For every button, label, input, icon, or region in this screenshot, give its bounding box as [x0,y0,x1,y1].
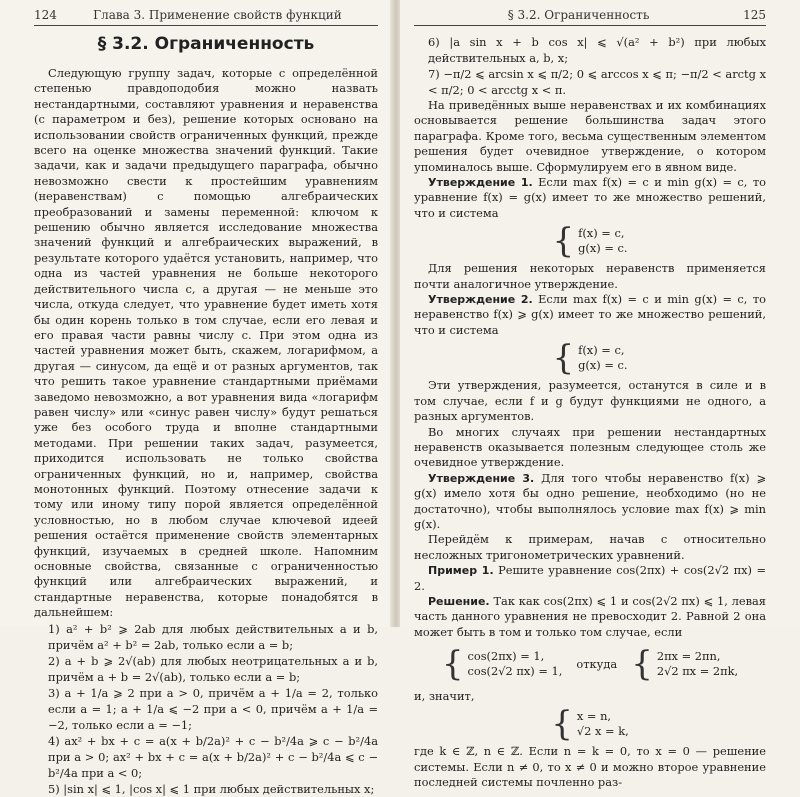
system-row-1: cos(2πx) = 1, [467,649,545,664]
system-row-1: f(x) = c, [578,343,625,358]
solution-systems [414,644,766,684]
system-equalities [414,221,766,262]
argument-system [631,644,739,685]
solution-label: Решение. [428,594,490,608]
statement-3-label: Утверждение 3. [428,471,535,485]
left-brace-icon: { [631,644,653,685]
statement-1-label: Утверждение 1. [428,176,533,190]
remain-valid-paragraph: Эти утверждения, разумеется, останутся в силе и в том случае, если f и g будут функциями не одного, а разных аргументов. [414,378,766,424]
example-1-label: Пример 1. [428,564,494,578]
statement-2-label: Утверждение 2. [428,293,533,307]
system-row-2: 2√2 πx = 2πk, [656,664,739,679]
right-page [400,0,800,789]
final-paragraph: где k ∈ ℤ, n ∈ ℤ. Если n = k = 0, то x = 0 — решение системы. Если n ≠ 0, то x ≠ 0 и можно второе уравнение последней системы почленно раз- [414,744,766,789]
example-1 [414,563,766,594]
and-therefore: и, значит, [414,689,475,704]
property-2: 2) a + b ⩾ 2√(ab) для любых неотрицательных a и b, причём a + b = 2√(ab), только если a = b; [48,653,378,684]
consequences-paragraph: На приведённых выше неравенствах и их комбинациях основывается решение большинства задач этого параграфа. Кроме того, весьма существенным элементом решения будет очевидное утверждение, о котором упоминалось выше. Сформулируем его в явном виде. [414,98,766,174]
statement-1-text: Если max f(x) = c и min g(x) = c, то уравнение f(x) = g(x) имеет то же множество решений, что и система [414,175,766,220]
system-row-1: f(x) = c, [578,226,625,241]
left-running-head [34,8,378,26]
property-3: 3) a + 1/a ⩾ 2 при a > 0, причём a + 1/a = 2, только если a = 1; a + 1/a ⩽ −2 при a < 0, причём a + 1/a = −2, только если a = −1; [48,685,378,732]
statement-3 [414,471,766,533]
left-brace-icon: { [441,644,464,685]
system-row-2: g(x) = c. [578,241,628,256]
system-row-1: 2πx = 2πn, [656,649,721,664]
property-6: 6) |a sin x + b cos x| ⩽ √(a² + b²) при любых действительных a, b, x; [428,35,766,65]
right-running-head [414,8,766,26]
intro-paragraph: Следующую группу задач, которые с определённой степенью правдоподобия можно назвать нестандартными, составляют уравнения и неравенства (с параметром и без), решение которых основано на использовании свойств ограниченных функций, прежде всего на оценке множества значений функций. Такие задачи, как и задачи предыдущего параграфа, обычно невозможно свести к простейшим уравнениям (неравенствам) с помощью алгебраических преобразований и замены переменной: ключом к решению обычно является исследование множества значений функций и алгебраических выражений, в результате которого удаётся установить, например, что одна из частей уравнения не больше некоторого действительного числа c, а другая — не меньше это числа, откуда следует, что уравнение будет иметь хотя бы один корень только в том случае, если его левая и его правая части равны числу c. При этом одна из частей уравнения может быть, скажем, логарифмом, а другая — синусом, да ещё и от разных аргументов, так что решить такое уравнение стандартными приёмами заведомо невозможно, а вот уравнения вида «логарифм равен числу» или «синус равен числу» будут решаться уже без особого труда и вполне стандартными методами. При решении таких задач, разумеется, приходится использовать не только свойства ограниченных функций, но и, например, свойства монотонных функций. Поэтому отнесение задачи к тому или иному типу порой является определённой условностью, но в любом случае ключевой идеей решения остаётся применение свойств элементарных функций, изучаемых в средней школе. Напомним основные свойства, связанные с ограниченностью функций или алгебраических выражений, и стандартные неравенства, которые понадобятся в дальнейшем: [34,66,378,620]
left-page-number: 124 [34,8,57,22]
final-system [414,704,766,745]
system-inequality [414,338,766,379]
whence-word: откуда [576,657,618,672]
chapter-title: Глава 3. Применение свойств функций [93,8,342,22]
section-title: § 3.2. Ограниченность [97,34,315,54]
system-row-2: cos(2√2 πx) = 1, [467,664,563,679]
useful-statement-paragraph: Во многих случаях при решении нестандартных неравенств оказывается полезным следующее столь же очевидное утверждение. [414,424,766,470]
section-running-title: § 3.2. Ограниченность [507,8,650,22]
statement-3-text: Для того чтобы неравенство f(x) ⩾ g(x) имело хотя бы одно решение, необходимо (но не достаточно), чтобы выполнялось условие max f(x) ⩾ min g(x). [414,470,767,531]
property-4: 4) ax² + bx + c = a(x + b/2a)² + c − b²/4a ⩾ c − b²/4a при a > 0; ax² + bx + c = a(x + b/2a)² + c − b²/4a ⩽ c − b²/4a при a < 0; [48,733,378,780]
system-row-2: g(x) = c. [578,358,628,373]
right-page-number: 125 [743,8,766,22]
system-row-2: √2 x = k, [576,724,629,739]
cosine-system [441,644,563,685]
property-7: 7) −π/2 ⩽ arcsin x ⩽ π/2; 0 ⩽ arccos x ⩽ π; −π/2 < arctg x < π/2; 0 < arcctg x < π. [428,67,766,97]
left-brace-icon: { [552,221,575,262]
solution-text: Так как cos(2πx) ⩽ 1 и cos(2√2 πx) ⩽ 1, левая часть данного уравнения не превосходит 2. Равной 2 она может быть в том и только том случае, если [414,593,766,639]
solution [414,594,766,640]
statement-2 [414,292,766,338]
example-1-text: Решите уравнение cos(2πx) + cos(2√2 πx) = 2. [414,563,766,593]
property-5: 5) |sin x| ⩽ 1, |cos x| ⩽ 1 при любых действительных x; [48,781,375,796]
left-brace-icon: { [551,704,573,745]
statement-2-text: Если max f(x) = c и min g(x) = c, то неравенство f(x) ⩾ g(x) имеет то же множество решений, что и система [414,292,766,337]
left-brace-icon: { [552,338,575,379]
statement-1 [414,175,766,221]
system-row-1: x = n, [576,709,612,724]
inequalities-paragraph: Для решения некоторых неравенств применяется почти аналогичное утверждение. [414,261,766,291]
property-1: 1) a² + b² ⩾ 2ab для любых действительных a и b, причём a² + b² = 2ab, только если a = b; [48,621,378,652]
examples-intro-paragraph: Перейдём к примерам, начав с относительно несложных тригонометрических уравнений. [414,532,766,562]
left-page [0,0,392,796]
